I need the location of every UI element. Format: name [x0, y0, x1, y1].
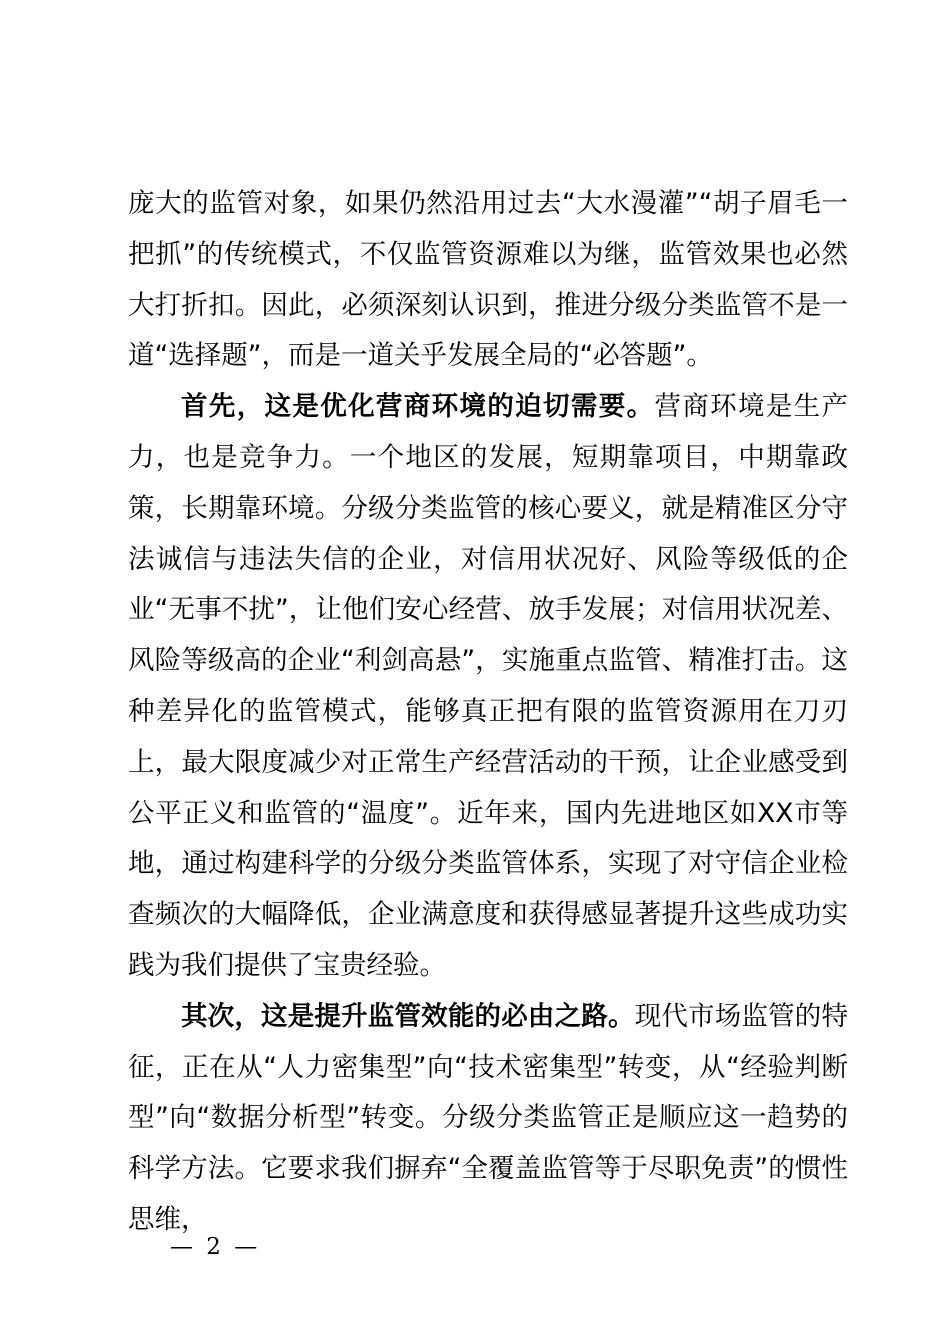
- paragraph-2-lead: 首先，这是优化营商环境的迫切需要。: [181, 391, 655, 423]
- paragraph-2: [128, 382, 848, 992]
- page-number: — 2 —: [170, 1234, 261, 1260]
- paragraph-3-text: 现代市场监管的特征，正在从“人力密集型”向“技术密集型”转变，从“经验判断型”向“数据分析型”转变。分级分类监管正是顺应这一趋势的科学方法。它要求我们摒弃“全覆盖监管等于尽职免责”的惯性思维，: [128, 1000, 848, 1235]
- paragraph-2-text: 营商环境是生产力，也是竞争力。一个地区的发展，短期靠项目，中期靠政策，长期靠环境。分级分类监管的核心要义，就是精准区分守法诚信与违法失信的企业，对信用状况好、风险等级低的企业“无事不扰”，让他们安心经营、放手发展；对信用状况差、风险等级高的企业“利剑高悬”，实施重点监管、精准打击。这种差异化的监管模式，能够真正把有限的监管资源用在刀刃上，最大限度减少对正常生产经营活动的干预，让企业感受到公平正义和监管的“温度”。近年来，国内先进地区如XX市等地，通过构建科学的分级分类监管体系，实现了对守信企业检查频次的大幅降低，企业满意度和获得感显著提升这些成功实践为我们提供了宝贵经验。: [128, 391, 849, 981]
- paragraph-3-lead: 其次，这是提升监管效能的必由之路。: [181, 1000, 635, 1032]
- paragraph-3: [128, 992, 848, 1246]
- body-text: [128, 180, 848, 1246]
- paragraph-1-text: 庞大的监管对象，如果仍然沿用过去“大水漫灌”“胡子眉毛一把抓”的传统模式，不仅监管资源难以为继，监管效果也必然大打折扣。因此，必须深刻认识到，推进分级分类监管不是一道“选择题”，而是一道关乎发展全局的“必答题”。: [128, 188, 848, 372]
- paragraph-1: [128, 179, 848, 382]
